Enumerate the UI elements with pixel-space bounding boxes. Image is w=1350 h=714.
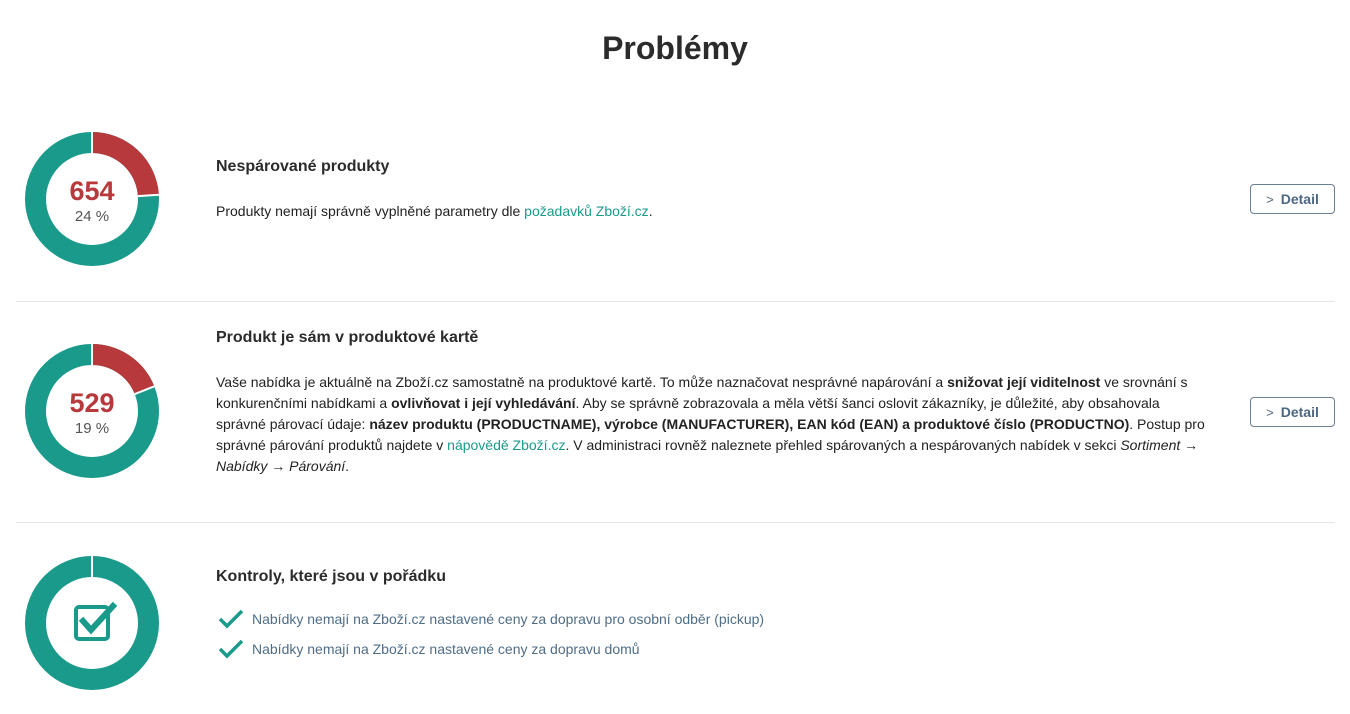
check-text: Nabídky nemají na Zboží.cz nastavené ceny za dopravu domů — [252, 641, 640, 657]
section-title: Nespárované produkty — [216, 158, 390, 175]
check-text: Nabídky nemají na Zboží.cz nastavené ceny za dopravu pro osobní odběr (pickup) — [252, 611, 765, 627]
checkbox-checked-icon — [73, 602, 117, 642]
desc-text: . — [648, 203, 653, 219]
requirements-link[interactable]: požadavků Zboží.cz — [524, 203, 649, 219]
desc-text: . Postup pro správné párování produktů najdete v — [216, 416, 1205, 453]
checkmark-icon — [218, 609, 244, 629]
desc-italic: Sortiment → Nabídky → Párování — [216, 437, 1199, 474]
checkmark-icon — [218, 639, 244, 659]
desc-bold: název produktu (PRODUCTNAME), výrobce (MANUFACTURER), EAN kód (EAN) a produktové číslo (PRODUCTNO) — [369, 416, 1130, 432]
problem-section-single-card — [16, 302, 1335, 522]
problem-count: 654 — [69, 176, 115, 206]
problem-percent: 24 % — [74, 208, 110, 225]
chevron-right-icon: > — [1266, 404, 1274, 420]
page-title: Problémy — [602, 30, 748, 66]
desc-text: Produkty nemají správně vyplněné parametry dle — [216, 203, 525, 219]
list-item — [218, 604, 764, 634]
desc-text: . V administraci rovněž naleznete přehled spárovaných a nespárovaných nabídek v sekci — [565, 437, 1121, 453]
detail-button-label: Detail — [1280, 191, 1319, 207]
desc-text: . — [345, 458, 350, 474]
list-item — [218, 634, 764, 664]
section-title: Produkt je sám v produktové kartě — [216, 329, 479, 346]
desc-text: . Aby se správně zobrazovala a měla větší šanci oslovit zákazníky, je důležité, aby obsahovala správné párovací údaje: — [216, 395, 1160, 432]
problem-section-unpaired — [16, 120, 1335, 300]
donut-chart — [25, 556, 159, 690]
desc-bold: snižovat její viditelnost — [947, 374, 1101, 390]
detail-button[interactable] — [1250, 397, 1335, 427]
donut-chart — [25, 344, 159, 478]
chevron-right-icon: > — [1266, 191, 1274, 207]
passed-checks-section — [16, 523, 1335, 714]
section-title: Kontroly, které jsou v pořádku — [216, 568, 446, 585]
desc-text: ve srovnání s konkurenčními nabídkami a — [216, 374, 1188, 411]
donut-chart — [25, 132, 159, 266]
detail-button-label: Detail — [1280, 404, 1319, 420]
passed-checks-list — [218, 604, 764, 664]
problem-count: 529 — [69, 388, 115, 418]
desc-bold: ovlivňovat i její vyhledávání — [391, 395, 576, 411]
section-description — [216, 372, 1206, 477]
problem-percent: 19 % — [74, 420, 110, 437]
detail-button[interactable] — [1250, 184, 1335, 214]
desc-text: Vaše nabídka je aktuálně na Zboží.cz samostatně na produktové kartě. To může naznačovat nesprávné napárování a — [216, 374, 948, 390]
section-description — [216, 201, 1206, 222]
help-link[interactable]: nápovědě Zboží.cz — [447, 437, 566, 453]
